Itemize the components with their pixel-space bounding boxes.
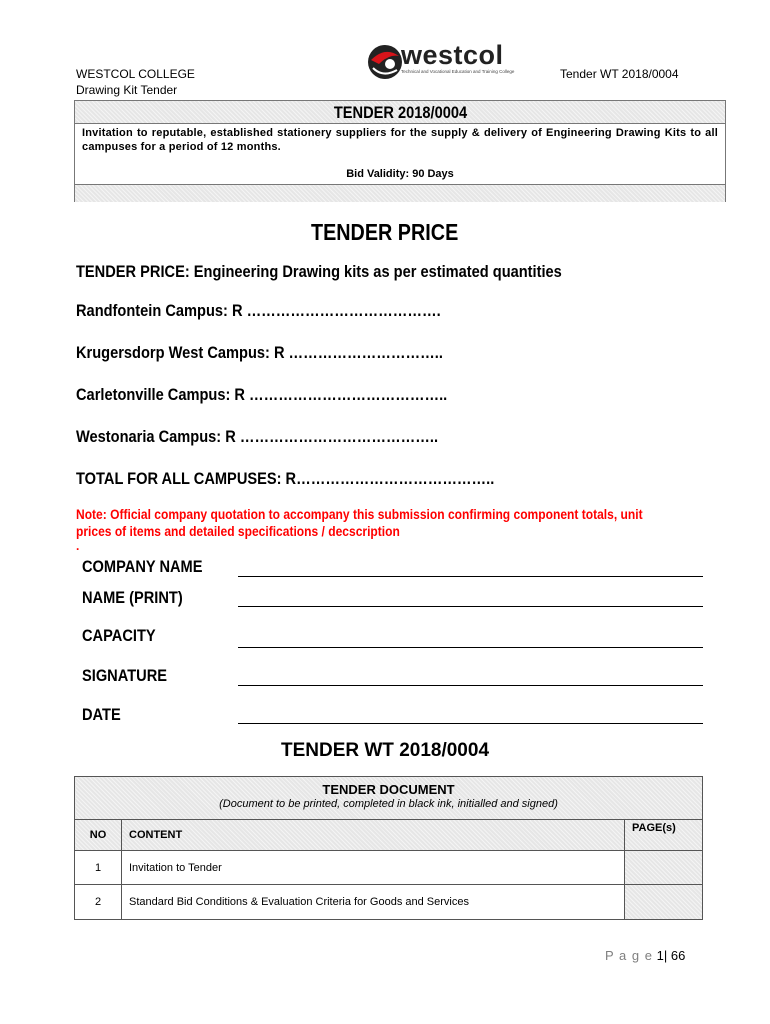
page-word: P a g e <box>605 948 653 963</box>
invitation-text: Invitation to reputable, established stationery suppliers for the supply & delivery of Engineering Drawing Kits to all campuses for a period of 12 months. <box>82 127 718 153</box>
tender-reference: Tender WT 2018/0004 <box>560 67 679 81</box>
field-date[interactable] <box>238 723 703 724</box>
label-company-name: COMPANY NAME <box>82 557 203 576</box>
tender-box-title: TENDER 2018/0004 <box>333 103 467 122</box>
row-content: Standard Bid Conditions & Evaluation Criteria for Goods and Services <box>122 885 625 920</box>
page-total: 66 <box>670 948 686 963</box>
tender-box-header <box>75 101 725 124</box>
document-subtitle: Drawing Kit Tender <box>76 83 178 97</box>
table-row <box>75 885 703 920</box>
college-name: WESTCOL COLLEGE <box>76 67 195 81</box>
table-title: TENDER DOCUMENT <box>322 782 455 797</box>
label-signature: SIGNATURE <box>82 666 168 685</box>
header-pages: PAGE(s) <box>625 820 703 851</box>
quotation-note: Note: Official company quotation to accompany this submission confirming component totals, unit prices of items and detailed specifications / decscription <box>76 506 643 539</box>
field-capacity[interactable] <box>238 647 703 648</box>
campus-randfontein: Randfontein Campus: R …………………………………. <box>76 301 441 320</box>
contents-table <box>74 776 703 920</box>
header-no: NO <box>75 820 122 851</box>
tender-document-heading: TENDER WT 2018/0004 <box>280 740 490 761</box>
field-name-print[interactable] <box>238 606 703 607</box>
page-number: 1 <box>656 948 664 963</box>
logo-wordmark: westcol <box>401 40 504 70</box>
label-name-print: NAME (PRINT) <box>82 588 183 607</box>
table-subtitle: (Document to be printed, completed in black ink, initialled and signed) <box>219 798 558 810</box>
westcol-logo <box>365 42 515 82</box>
field-signature[interactable] <box>238 685 703 686</box>
logo-tagline: Technical and Vocational Education and Training College <box>401 69 515 74</box>
table-row <box>75 851 703 885</box>
row-content: Invitation to Tender <box>122 851 625 885</box>
header-content: CONTENT <box>122 820 625 851</box>
campus-total: TOTAL FOR ALL CAMPUSES: R………………………………….. <box>76 469 495 488</box>
tender-price-line: TENDER PRICE: Engineering Drawing kits as per estimated quantities <box>76 262 562 281</box>
row-no: 1 <box>75 851 122 885</box>
row-pages <box>625 885 703 920</box>
campus-carletonville: Carletonville Campus: R ………………………………….. <box>76 385 448 404</box>
label-capacity: CAPACITY <box>82 626 156 645</box>
tender-box <box>74 100 726 202</box>
globe-icon <box>365 42 405 82</box>
tender-price-heading: TENDER PRICE <box>311 219 459 245</box>
page-separator: | <box>663 948 668 963</box>
note-dot: . <box>76 539 80 553</box>
table-header-row <box>75 820 703 851</box>
page-footer <box>605 948 685 963</box>
field-company-name[interactable] <box>238 576 703 577</box>
bid-validity: Bid Validity: 90 Days <box>346 168 454 180</box>
table-title-cell <box>75 777 703 820</box>
label-date: DATE <box>82 705 121 724</box>
row-no: 2 <box>75 885 122 920</box>
campus-westonaria: Westonaria Campus: R ………………………………….. <box>76 427 439 446</box>
row-pages <box>625 851 703 885</box>
tender-box-footer <box>75 184 725 202</box>
campus-krugersdorp: Krugersdorp West Campus: R ………………………….. <box>76 343 443 362</box>
